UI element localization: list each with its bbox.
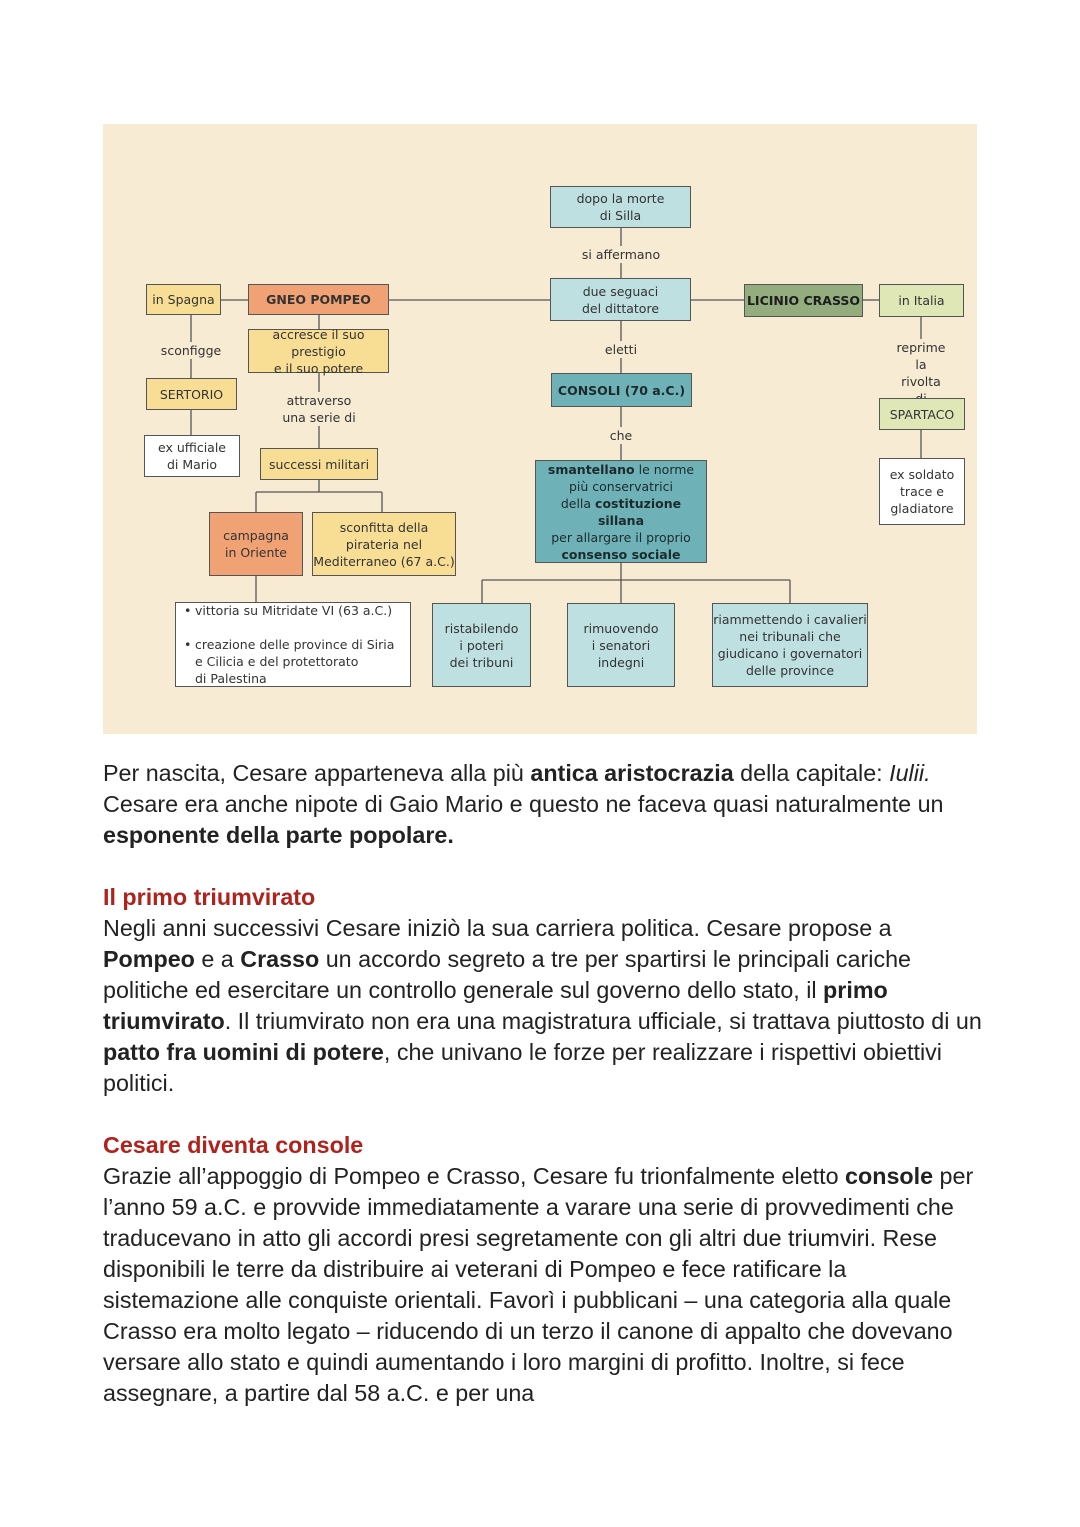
node-bullets: [175, 602, 411, 687]
node-due-seguaci: due seguaci del dittatore: [550, 278, 691, 321]
paragraph-triumvirato: Negli anni successivi Cesare iniziò la sua carriera politica. Cesare propose a Pompeo e a Crasso un accordo segreto a tre per spartirsi le principali cariche politiche ed esercitare un controllo generale sul governo dello stato, il primo triumvirato. Il triumvirato non era una magistratura ufficiale, si trattava piuttosto di un patto fra uomini di potere, che univano le forze per realizzare i rispettivi obiettivi politici.: [103, 915, 982, 1096]
label-che: che: [607, 427, 636, 444]
node-accresce: accresce il suo prestigio e il suo potere: [248, 329, 389, 373]
node-riammettendo: riammettendo i cavalieri nei tribunali che giudicano i governatori delle province: [712, 603, 868, 687]
body-text: [103, 758, 983, 1409]
label-attraverso: attraverso una serie di: [279, 392, 358, 426]
node-in-spagna: in Spagna: [146, 284, 221, 315]
concept-map: [103, 124, 977, 734]
node-campagna: campagna in Oriente: [209, 512, 303, 576]
paragraph-console: Grazie all’appoggio di Pompeo e Crasso, Cesare fu trionfalmente eletto console per l’anno 59 a.C. e provvide immediatamente a varare una serie di provvedimenti che traducevano in atto gli accordi presi segretamente con gli altri due triumviri. Rese disponibili le terre da distribuire ai veterani di Pompeo e fece ratificare la sistemazione alle conquiste orientali. Favorì i pubblicani – una categoria alla quale Crasso era molto legato – riducendo di un terzo il canone di appalto che dovevano versare allo stato e quindi aumentando i loro margini di profitto. Inoltre, si fece assegnare, a partire dal 58 a.C. e per una: [103, 1163, 974, 1406]
node-in-italia: in Italia: [879, 284, 964, 317]
label-eletti: eletti: [602, 341, 640, 358]
node-gneo-pompeo: GNEO POMPEO: [248, 284, 389, 315]
node-sconfitta: sconfitta della pirateria nel Mediterraneo (67 a.C.): [312, 512, 456, 576]
label-sconfigge: sconfigge: [158, 342, 224, 359]
bullet-item: • vittoria su Mitridate VI (63 a.C.): [184, 602, 394, 619]
node-dopo-morte: dopo la morte di Silla: [550, 186, 691, 228]
node-spartaco: SPARTACO: [879, 398, 965, 430]
node-ex-soldato: ex soldato trace e gladiatore: [879, 458, 965, 525]
label-si-affermano: si affermano: [579, 246, 663, 263]
node-ristabilendo: ristabilendo i poteri dei tribuni: [432, 603, 531, 687]
node-ex-ufficiale: ex ufficiale di Mario: [144, 435, 240, 477]
node-licinio-crasso: LICINIO CRASSO: [744, 284, 863, 317]
heading-primo-triumvirato: Il primo triumvirato: [103, 884, 316, 910]
node-rimuovendo: rimuovendo i senatori indegni: [567, 603, 675, 687]
heading-cesare-console: Cesare diventa console: [103, 1132, 364, 1158]
paragraph-nascita: Per nascita, Cesare apparteneva alla più antica aristocrazia della capitale: Iulii. Cesare era anche nipote di Gaio Mario e questo ne faceva quasi naturalmente un esponente della parte popolare.: [103, 760, 944, 848]
node-successi: successi militari: [260, 448, 378, 480]
label-reprime: reprime la rivolta: [893, 339, 949, 407]
bullet-item: • creazione delle province di Siria e Cilicia e del protettorato di Palestina: [184, 636, 394, 687]
node-consoli: CONSOLI (70 a.C.): [551, 373, 692, 407]
node-sertorio: SERTORIO: [146, 378, 237, 410]
node-smantellano: smantellano le norme più conservatrici della costituzione sillana per allargare il proprio consenso sociale: [535, 460, 707, 563]
